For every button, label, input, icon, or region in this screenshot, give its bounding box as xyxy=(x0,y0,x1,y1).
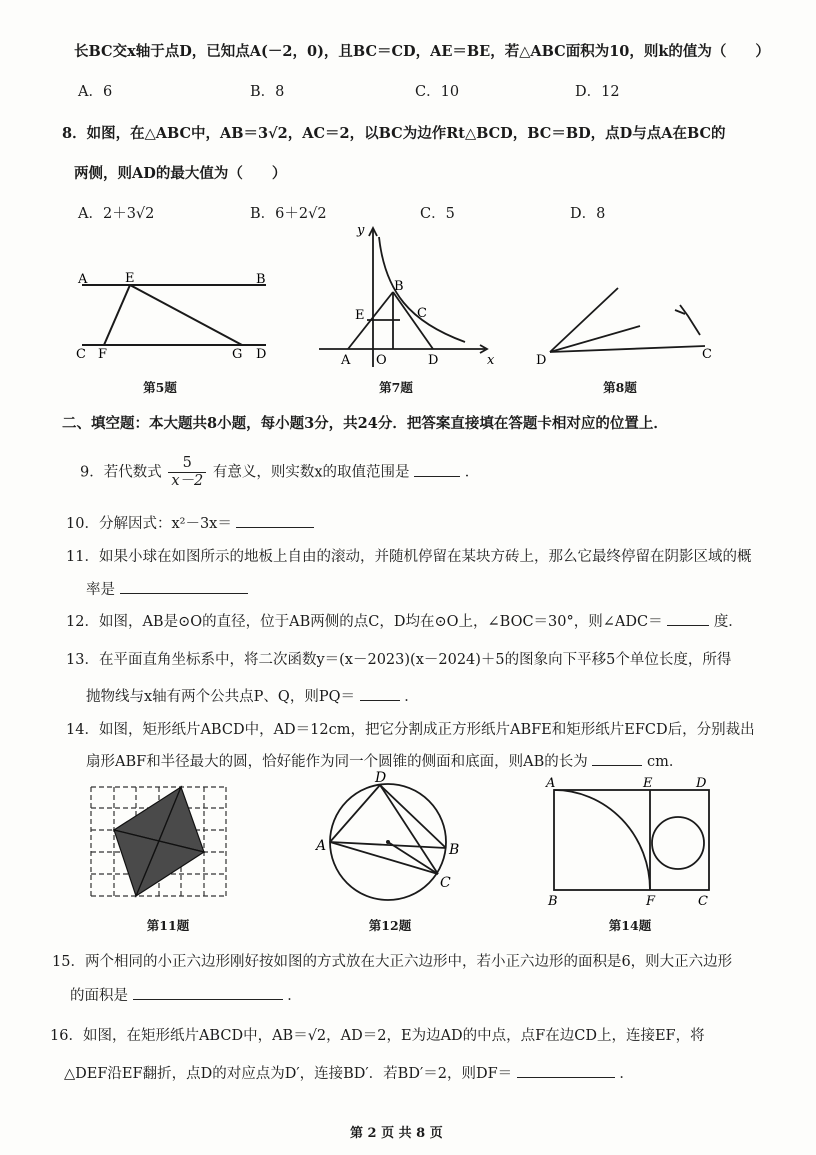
fig14-label-b: B xyxy=(548,894,558,909)
fig12-label-d: D xyxy=(375,770,387,786)
fig8-label-d: D xyxy=(536,353,547,368)
q12-text: 12．如图，AB是⊙O的直径，位于AB两侧的点C，D均在⊙O上，∠BOC＝30°，则∠ADC＝ xyxy=(66,614,663,630)
fig5-label-c: C xyxy=(76,347,86,362)
figure-11 xyxy=(86,782,236,912)
fig7-caption: 第7题 xyxy=(379,380,413,395)
q14-line2 xyxy=(86,750,683,771)
fig14-caption: 第14题 xyxy=(608,918,652,933)
fig7-label-c: C xyxy=(417,306,427,321)
q6-option-b: B．8 xyxy=(250,84,285,100)
q15-line2 xyxy=(70,984,302,1005)
fig5-label-a: A xyxy=(78,272,88,287)
figure-14 xyxy=(540,775,720,910)
fig7-label-x: x xyxy=(487,353,495,368)
q10-answer-blank[interactable] xyxy=(236,513,314,528)
q6-option-a: A．6 xyxy=(78,84,113,100)
fig5-caption: 第5题 xyxy=(143,380,177,395)
q9-denominator: x－2 xyxy=(171,473,204,489)
q12-answer-blank[interactable] xyxy=(667,611,709,626)
figure-8 xyxy=(530,280,730,370)
fig5-label-f: F xyxy=(98,347,108,362)
fig12-label-b: B xyxy=(449,842,460,858)
q14-answer-blank[interactable] xyxy=(592,751,642,766)
fig8-caption: 第8题 xyxy=(603,380,637,395)
fig5-label-b: B xyxy=(256,272,266,287)
q9 xyxy=(80,455,479,490)
q8-option-c: C．5 xyxy=(420,206,455,222)
q15-text: 的面积是 xyxy=(70,988,128,1004)
q9-post: 有意义，则实数x的取值范围是 xyxy=(212,464,410,481)
q13-line2 xyxy=(86,685,419,706)
fig12-caption: 第12题 xyxy=(368,918,412,933)
q8-stem-line2: 两侧，则AD的最大值为（ ） xyxy=(74,165,287,182)
q16-answer-blank[interactable] xyxy=(517,1063,615,1078)
q6-stem: 长BC交x轴于点D，已知点A(－2，0)，且BC＝CD，AE＝BE，若△ABC面积为10，则k的值为（ ） xyxy=(74,43,770,60)
q8-option-b: B．6＋2√2 xyxy=(250,206,327,222)
figure-12 xyxy=(310,770,470,905)
q16-line2 xyxy=(64,1062,634,1083)
q16-text: △DEF沿EF翻折，点D的对应点为D′，连接BD′．若BD′＝2，则DF＝ xyxy=(64,1066,513,1082)
q9-end: ． xyxy=(464,464,480,481)
q15-answer-blank[interactable] xyxy=(133,985,283,1000)
q15-line1: 15．两个相同的小正六边形刚好按如图的方式放在大正六边形中，若小正六边形的面积是6，则大正六边形 xyxy=(52,954,733,970)
q10-text: 10．分解因式：x²－3x＝ xyxy=(66,516,232,532)
page-footer: 第 2 页 共 8 页 xyxy=(350,1126,443,1141)
q11-line1: 11．如果小球在如图所示的地板上自由的滚动，并随机停留在某块方砖上，那么它最终停留在阴影区域的概 xyxy=(66,549,752,565)
fig14-label-d: D xyxy=(696,776,707,791)
q11-answer-blank[interactable] xyxy=(120,579,248,594)
q13-answer-blank[interactable] xyxy=(360,686,400,701)
q9-fraction xyxy=(168,455,206,490)
fig5-label-d: D xyxy=(256,347,267,362)
fig14-label-a: A xyxy=(546,776,556,791)
fig5-label-e: E xyxy=(125,271,135,286)
fig11-caption: 第11题 xyxy=(146,918,190,933)
figure-5 xyxy=(70,265,280,365)
fig8-label-c: C xyxy=(702,347,712,362)
q13-text: 抛物线与x轴有两个公共点P、Q，则PQ＝ xyxy=(86,689,355,705)
fig12-label-c: C xyxy=(440,875,451,891)
fig7-label-o: O xyxy=(376,353,387,368)
q14-line1: 14．如图，矩形纸片ABCD中，AD＝12cm，把它分割成正方形纸片ABFE和矩形纸片EFCD后，分别裁出 xyxy=(66,722,755,738)
q12-end: 度． xyxy=(713,614,743,630)
q15-end: ． xyxy=(287,988,302,1004)
q9-numerator: 5 xyxy=(168,455,206,473)
fig7-label-e: E xyxy=(355,308,365,323)
q6-option-c: C．10 xyxy=(415,84,460,100)
q13-line1: 13．在平面直角坐标系中，将二次函数y＝(x－2023)(x－2024)＋5的图象向下平移5个单位长度，所得 xyxy=(66,652,732,668)
q8-option-d: D．8 xyxy=(570,206,606,222)
fig7-label-y: y xyxy=(357,223,365,238)
fig7-label-b: B xyxy=(394,279,404,294)
section-2-heading: 二、填空题：本大题共8小题，每小题3分，共24分．把答案直接填在答题卡相对应的位置上． xyxy=(62,415,668,432)
q12 xyxy=(66,610,743,631)
fig14-label-c: C xyxy=(698,894,708,909)
q14-text: 扇形ABF和半径最大的圆，恰好能作为同一个圆锥的侧面和底面，则AB的长为 xyxy=(86,754,588,770)
fig7-label-d: D xyxy=(428,353,439,368)
q11-line2 xyxy=(86,578,248,599)
q8-option-a: A．2＋3√2 xyxy=(78,206,155,222)
q16-line1: 16．如图，在矩形纸片ABCD中，AB＝√2，AD＝2，E为边AD的中点，点F在边CD上，连接EF，将 xyxy=(50,1028,705,1044)
q9-answer-blank[interactable] xyxy=(414,462,460,477)
fig7-label-a: A xyxy=(341,353,351,368)
fig12-label-a: A xyxy=(316,838,327,854)
q10 xyxy=(66,512,314,533)
q14-end: cm． xyxy=(647,754,684,770)
q9-pre: 9．若代数式 xyxy=(80,464,162,481)
fig5-label-g: G xyxy=(232,347,243,362)
q8-stem-line1: 8．如图，在△ABC中，AB＝3√2，AC＝2，以BC为边作Rt△BCD，BC＝BD，点D与点A在BC的 xyxy=(62,125,726,142)
figure-7 xyxy=(315,222,500,372)
fig14-label-f: F xyxy=(646,894,656,909)
fig14-label-e: E xyxy=(643,776,653,791)
q6-option-d: D．12 xyxy=(575,84,620,100)
q11-text: 率是 xyxy=(86,582,115,598)
q16-end: ． xyxy=(619,1066,634,1082)
q13-end: ． xyxy=(404,689,419,705)
